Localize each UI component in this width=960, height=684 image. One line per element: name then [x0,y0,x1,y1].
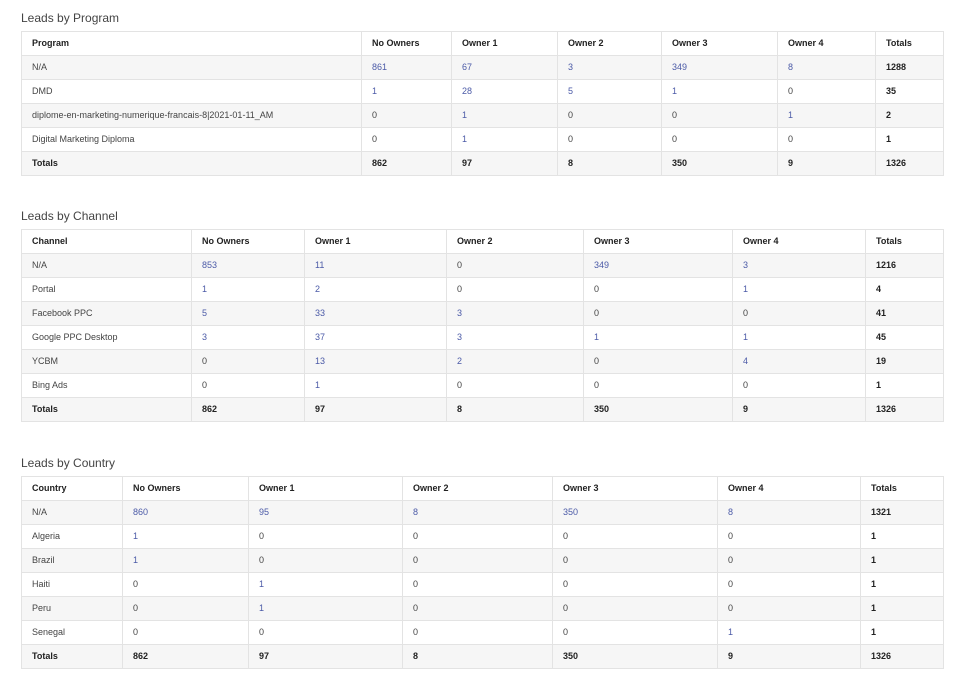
row-label: N/A [22,501,123,525]
row-total: 1321 [861,501,944,525]
lead-count: 0 [718,549,861,573]
column-total: 350 [553,645,718,669]
lead-count: 0 [403,597,553,621]
totals-row [22,398,944,422]
row-label: N/A [22,254,192,278]
lead-count-link[interactable]: 860 [123,501,249,525]
column-total: 8 [447,398,584,422]
row-total: 4 [866,278,944,302]
lead-count: 0 [553,597,718,621]
leads-by-program-title: Leads by Program [21,11,120,25]
column-header: Owner 4 [733,230,866,254]
lead-count: 0 [733,302,866,326]
table-row [22,302,944,326]
lead-count: 0 [447,254,584,278]
lead-count-link[interactable]: 3 [558,56,662,80]
row-total: 1288 [876,56,944,80]
lead-count-link[interactable]: 1 [305,374,447,398]
column-header: Owner 3 [584,230,733,254]
lead-count: 0 [403,549,553,573]
row-total: 1 [861,573,944,597]
lead-count-link[interactable]: 67 [452,56,558,80]
row-label: Senegal [22,621,123,645]
totals-row [22,152,944,176]
lead-count-link[interactable]: 5 [558,80,662,104]
column-header: Totals [866,230,944,254]
table-row [22,326,944,350]
lead-count-link[interactable]: 1 [123,525,249,549]
table-row [22,374,944,398]
lead-count-link[interactable]: 1 [362,80,452,104]
lead-count: 0 [403,573,553,597]
column-total: 862 [123,645,249,669]
row-label: Facebook PPC [22,302,192,326]
lead-count: 0 [192,350,305,374]
table-row [22,254,944,278]
lead-count-link[interactable]: 1 [778,104,876,128]
lead-count-link[interactable]: 3 [447,302,584,326]
lead-count: 0 [447,374,584,398]
row-label: Brazil [22,549,123,573]
leads-by-channel-table [21,229,944,422]
column-header: Country [22,477,123,501]
row-label: Peru [22,597,123,621]
column-header: Owner 2 [447,230,584,254]
column-total: 862 [362,152,452,176]
column-total: 97 [305,398,447,422]
lead-count-link[interactable]: 1 [123,549,249,573]
lead-count-link[interactable]: 1 [662,80,778,104]
row-label: diplome-en-marketing-numerique-francais-8|2021-01-11_AM [22,104,362,128]
lead-count-link[interactable]: 33 [305,302,447,326]
table-row [22,621,944,645]
lead-count: 0 [778,128,876,152]
lead-count-link[interactable]: 2 [447,350,584,374]
row-total: 45 [866,326,944,350]
row-total: 1 [866,374,944,398]
column-header: Owner 3 [553,477,718,501]
lead-count: 0 [558,104,662,128]
lead-count: 0 [718,573,861,597]
lead-count: 0 [718,525,861,549]
table-header-row [22,477,944,501]
lead-count-link[interactable]: 349 [584,254,733,278]
lead-count: 0 [447,278,584,302]
totals-label: Totals [22,152,362,176]
column-header: Owner 2 [403,477,553,501]
lead-count: 0 [362,104,452,128]
lead-count-link[interactable]: 8 [778,56,876,80]
column-total: 350 [662,152,778,176]
row-total: 19 [866,350,944,374]
lead-count-link[interactable]: 1 [584,326,733,350]
column-total: 8 [558,152,662,176]
lead-count-link[interactable]: 13 [305,350,447,374]
lead-count-link[interactable]: 95 [249,501,403,525]
column-header: Owner 2 [558,32,662,56]
lead-count: 0 [558,128,662,152]
column-total: 350 [584,398,733,422]
lead-count: 0 [249,525,403,549]
lead-count: 0 [403,525,553,549]
lead-count: 0 [733,374,866,398]
lead-count: 0 [778,80,876,104]
lead-count: 0 [123,621,249,645]
table-header-row [22,230,944,254]
lead-count-link[interactable]: 28 [452,80,558,104]
leads-by-country-title: Leads by Country [21,456,116,470]
totals-label: Totals [22,398,192,422]
lead-count-link[interactable]: 350 [553,501,718,525]
column-header: No Owners [362,32,452,56]
lead-count-link[interactable]: 3 [447,326,584,350]
column-total: 9 [733,398,866,422]
row-total: 1 [861,621,944,645]
column-total: 97 [249,645,403,669]
lead-count: 0 [662,104,778,128]
table-row [22,128,944,152]
row-label: Digital Marketing Diploma [22,128,362,152]
totals-row [22,645,944,669]
column-header: Owner 1 [452,32,558,56]
lead-count-link[interactable]: 4 [733,350,866,374]
lead-count-link[interactable]: 37 [305,326,447,350]
row-total: 35 [876,80,944,104]
column-header: Totals [876,32,944,56]
column-header: Program [22,32,362,56]
row-label: Algeria [22,525,123,549]
lead-count-link[interactable]: 1 [249,597,403,621]
row-label: Haiti [22,573,123,597]
table-row [22,278,944,302]
lead-count: 0 [584,278,733,302]
table-row [22,104,944,128]
lead-count-link[interactable]: 2 [305,278,447,302]
lead-count-link[interactable]: 8 [718,501,861,525]
leads-by-program-table [21,31,944,176]
table-row [22,573,944,597]
lead-count-link[interactable]: 1 [733,278,866,302]
lead-count-link[interactable]: 1 [192,278,305,302]
table-row [22,56,944,80]
lead-count: 0 [584,302,733,326]
row-total: 1216 [866,254,944,278]
column-header: Totals [861,477,944,501]
row-total: 2 [876,104,944,128]
lead-count: 0 [553,573,718,597]
lead-count: 0 [362,128,452,152]
lead-count-link[interactable]: 1 [733,326,866,350]
lead-count-link[interactable]: 1 [718,621,861,645]
lead-count: 0 [584,374,733,398]
column-total: 1326 [861,645,944,669]
column-header: Owner 3 [662,32,778,56]
column-total: 862 [192,398,305,422]
column-total: 8 [403,645,553,669]
column-header: No Owners [123,477,249,501]
lead-count: 0 [662,128,778,152]
lead-count-link[interactable]: 853 [192,254,305,278]
row-label: YCBM [22,350,192,374]
lead-count-link[interactable]: 1 [452,104,558,128]
totals-label: Totals [22,645,123,669]
column-total: 9 [778,152,876,176]
table-header-row [22,32,944,56]
row-total: 1 [861,525,944,549]
lead-count: 0 [553,621,718,645]
row-label: N/A [22,56,362,80]
lead-count-link[interactable]: 1 [249,573,403,597]
column-header: No Owners [192,230,305,254]
table-row [22,525,944,549]
lead-count: 0 [718,597,861,621]
column-total: 1326 [876,152,944,176]
table-row [22,80,944,104]
row-label: DMD [22,80,362,104]
row-label: Bing Ads [22,374,192,398]
row-label: Portal [22,278,192,302]
leads-by-channel-title: Leads by Channel [21,209,118,223]
column-header: Channel [22,230,192,254]
lead-count-link[interactable]: 1 [452,128,558,152]
lead-count: 0 [403,621,553,645]
lead-count: 0 [249,621,403,645]
column-total: 1326 [866,398,944,422]
column-header: Owner 4 [718,477,861,501]
lead-count-link[interactable]: 861 [362,56,452,80]
lead-count-link[interactable]: 5 [192,302,305,326]
row-total: 1 [861,597,944,621]
column-header: Owner 1 [249,477,403,501]
table-row [22,549,944,573]
lead-count: 0 [553,525,718,549]
table-row [22,501,944,525]
lead-count: 0 [123,597,249,621]
column-header: Owner 1 [305,230,447,254]
lead-count-link[interactable]: 8 [403,501,553,525]
row-total: 1 [861,549,944,573]
row-label: Google PPC Desktop [22,326,192,350]
lead-count-link[interactable]: 349 [662,56,778,80]
lead-count-link[interactable]: 3 [192,326,305,350]
row-total: 41 [866,302,944,326]
table-row [22,597,944,621]
leads-by-country-table [21,476,944,669]
lead-count: 0 [553,549,718,573]
lead-count: 0 [584,350,733,374]
lead-count: 0 [249,549,403,573]
column-header: Owner 4 [778,32,876,56]
column-total: 97 [452,152,558,176]
lead-count: 0 [192,374,305,398]
row-total: 1 [876,128,944,152]
lead-count-link[interactable]: 11 [305,254,447,278]
lead-count-link[interactable]: 3 [733,254,866,278]
column-total: 9 [718,645,861,669]
lead-count: 0 [123,573,249,597]
table-row [22,350,944,374]
